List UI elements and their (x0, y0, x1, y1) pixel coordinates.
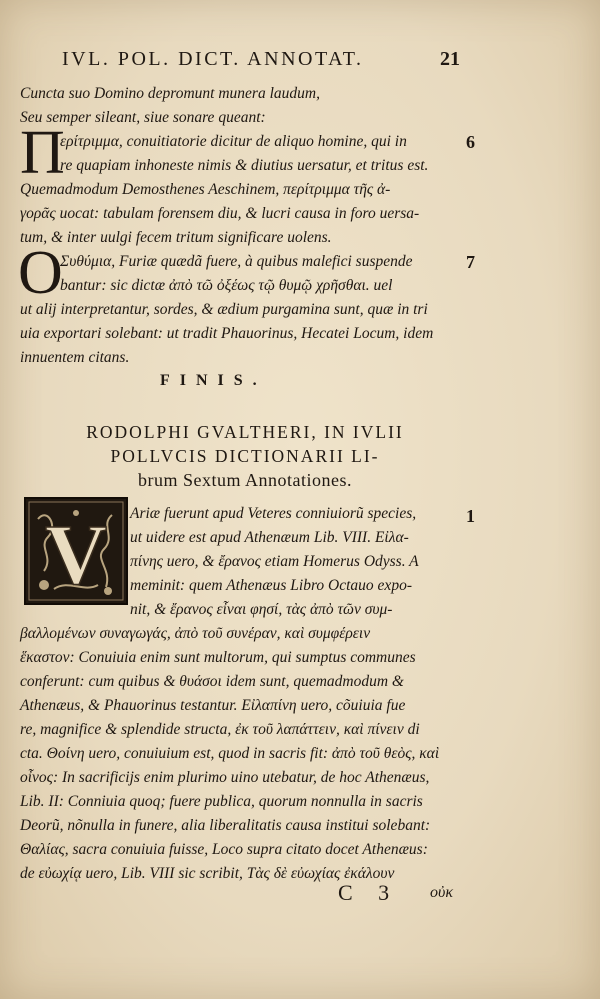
text-line: meminit: quem Athenæus Libro Octauo expo- (130, 577, 412, 594)
annotations-block-2-beside-initial (130, 502, 460, 622)
text-line: Seu semper sileant, siue sonare queant: (20, 109, 266, 126)
text-line: innuentem citans. (20, 349, 130, 366)
text-line: Θαλίας, sacra conuiuia fuisse, Loco supra citato docet Athenæus: (20, 841, 428, 858)
text-line: Ariæ fuerunt apud Veteres conniuiorũ species, (130, 505, 417, 522)
signature-mark: C 3 (338, 880, 400, 905)
woodcut-v-icon (24, 497, 128, 605)
annotations-block-2 (20, 622, 475, 886)
section-heading-line-1: RODOLPHI GVALTHERI, IN IVLII (86, 422, 404, 442)
text-line: Συθύμια, Furiæ quædã fuere, à quibus malefici suspende (60, 253, 413, 270)
section-heading-line-2: POLLVCIS DICTIONARII LI- (110, 446, 380, 466)
text-line: Athenæus, & Phauorinus testantur. Εἰλαπίνη uero, cõuiuia fue (20, 697, 406, 714)
text-line: tum, & inter uulgi fecem tritum significare uolens. (20, 229, 332, 246)
marginal-number: 1 (466, 506, 475, 526)
text-line: οἶνος: In sacrificijs enim plurimo uino utebatur, de hoc Athenæus, (20, 769, 430, 786)
marginal-number: 7 (466, 252, 475, 272)
text-line: Deorũ, nõnulla in funere, alia liberalitatis causa institui solebant: (20, 817, 431, 834)
text-line: re quapiam inhoneste nimis & diutius uersatur, et tritus est. (60, 157, 429, 174)
woodcut-letter: V (44, 506, 108, 602)
text-line: re, magnifice & splendide structa, ἐκ τοῦ λαπάττειν, καὶ πίνειν di (20, 721, 420, 738)
section-heading-line-3: brum Sextum Annotationes. (138, 470, 352, 490)
text-line: Cuncta suo Domino depromunt munera laudum, (20, 85, 320, 102)
text-line: βαλλομένων συναγωγάς, ἀπὸ τοῦ συνέραν, καὶ συμφέρειν (20, 625, 371, 642)
text-line: πίνης uero, & ἔρανος etiam Homerus Odyss. A (130, 553, 419, 570)
text-line: γορᾶς uocat: tabulam forensem diu, & lucri causa in foro uersa- (20, 205, 420, 222)
text-line: nit, & ἔρανος εἶναι φησί, τὰς ἀπὸ τῶν συμ- (130, 601, 393, 618)
initial-letter-o: O (18, 239, 63, 307)
page-number: 21 (440, 48, 460, 70)
text-line: ut uidere est apud Athenæum Lib. VIII. Εἰλα- (130, 529, 409, 546)
running-head: IVL. POL. DICT. ANNOTAT. (62, 48, 364, 70)
text-line: Quemadmodum Demosthenes Aeschinem, περίτριμμα τῆς ἀ- (20, 181, 391, 198)
marginal-number: 6 (466, 132, 475, 152)
text-line: bantur: sic dictæ ἀπὸ τῶ ὀξέως τῷ θυμῷ χρῆσθαι. uel (60, 277, 393, 294)
text-line: Lib. II: Conniuia quoq; fuere publica, quorum nonnulla in sacris (20, 793, 423, 810)
text-line: ἕκαστον: Conuiuia enim sunt multorum, qui sumptus communes (20, 649, 416, 666)
text-line: ut alij interpretantur, sordes, & ædium purgamina sunt, quæ in tri (20, 301, 428, 318)
text-line: ερίτριμμα, conuitiatorie dicitur de aliquo homine, qui in (60, 133, 407, 150)
initial-letter-pi: Π (20, 119, 65, 187)
annotations-block-1 (20, 82, 475, 370)
text-line: uia exportari solebant: ut tradit Phauorinus, Hecatei Locum, idem (20, 325, 434, 342)
text-line: conferunt: cum quibus & θυάσοι idem sunt, quemadmodum & (20, 673, 404, 690)
decorated-initial-v (24, 497, 128, 605)
finis-mark: FINIS. (160, 372, 267, 389)
text-line: cta. Θοίνη uero, conuiuium est, quod in sacris fit: ἀπὸ τοῦ θεὸς, καὶ (20, 745, 440, 762)
catchword: οὐκ (430, 884, 454, 901)
text-line: de εὐωχίᾳ uero, Lib. VIII sic scribit, Τὰς δὲ εὐωχίας ἐκάλουν (20, 865, 395, 882)
